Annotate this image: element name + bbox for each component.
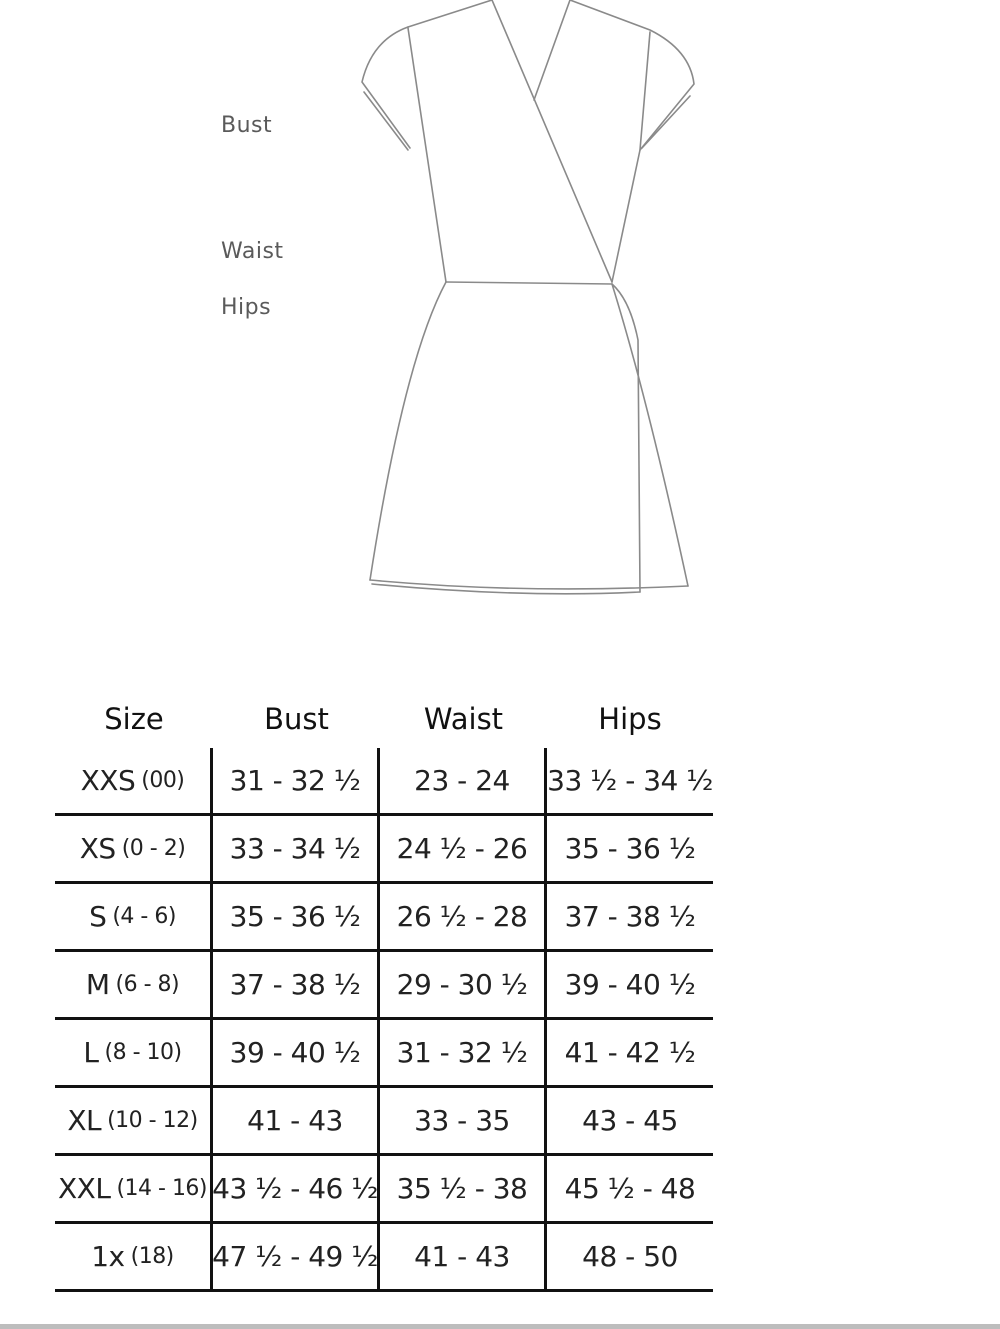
bust-cell: 43 ½ - 46 ½ <box>213 1156 380 1221</box>
size-cell <box>55 1156 213 1221</box>
hips-cell: 35 - 36 ½ <box>564 832 696 865</box>
size-code: XXS <box>80 764 136 797</box>
header-waist: Waist <box>423 702 504 736</box>
size-code: XS <box>79 832 116 865</box>
header-hips: Hips <box>598 702 662 736</box>
bust-cell: 47 ½ - 49 ½ <box>213 1224 380 1289</box>
table-header <box>55 690 713 748</box>
size-cell <box>55 952 213 1017</box>
hips-cell: 37 - 38 ½ <box>564 900 696 933</box>
size-number: (6 - 8) <box>115 972 180 997</box>
size-code: S <box>89 900 107 933</box>
size-code: XL <box>67 1104 102 1137</box>
hips-cell: 41 - 42 ½ <box>564 1036 696 1069</box>
waist-cell: 26 ½ - 28 <box>380 884 547 949</box>
hips-label: Hips <box>221 295 272 320</box>
waist-cell: 31 - 32 ½ <box>380 1020 547 1085</box>
size-chart-table <box>55 690 713 1292</box>
waist-label: Waist <box>221 239 284 264</box>
bust-cell: 31 - 32 ½ <box>213 748 380 813</box>
table-row <box>55 1156 713 1224</box>
bust-cell: 39 - 40 ½ <box>213 1020 380 1085</box>
bust-cell: 41 - 43 <box>213 1088 380 1153</box>
bust-cell: 33 - 34 ½ <box>213 816 380 881</box>
wrap-dress-illustration <box>0 0 1000 640</box>
hips-cell: 43 - 45 <box>582 1104 678 1137</box>
table-row <box>55 748 713 816</box>
size-number: (00) <box>141 768 185 793</box>
size-cell <box>55 1020 213 1085</box>
size-number: (0 - 2) <box>121 836 186 861</box>
header-bust: Bust <box>264 702 329 736</box>
table-row <box>55 1224 713 1289</box>
table-body <box>55 748 713 1292</box>
hips-cell: 45 ½ - 48 <box>564 1172 696 1205</box>
size-number: (18) <box>130 1244 174 1269</box>
table-row <box>55 884 713 952</box>
size-code: M <box>85 968 110 1001</box>
size-number: (14 - 16) <box>116 1176 208 1201</box>
size-code: XXL <box>57 1172 111 1205</box>
table-row <box>55 952 713 1020</box>
size-number: (4 - 6) <box>112 904 176 929</box>
size-cell <box>55 748 213 813</box>
size-number: (10 - 12) <box>107 1108 198 1133</box>
bust-cell: 35 - 36 ½ <box>213 884 380 949</box>
size-number: (8 - 10) <box>104 1040 182 1065</box>
table-row <box>55 1088 713 1156</box>
waist-cell: 29 - 30 ½ <box>380 952 547 1017</box>
size-cell <box>55 1224 213 1289</box>
bust-label: Bust <box>221 113 273 138</box>
waist-cell: 41 - 43 <box>380 1224 547 1289</box>
hips-cell: 48 - 50 <box>582 1240 678 1273</box>
bust-cell: 37 - 38 ½ <box>213 952 380 1017</box>
size-cell <box>55 884 213 949</box>
waist-cell: 23 - 24 <box>380 748 547 813</box>
size-cell <box>55 816 213 881</box>
table-row <box>55 1020 713 1088</box>
waist-cell: 24 ½ - 26 <box>380 816 547 881</box>
table-row <box>55 816 713 884</box>
size-code: 1x <box>91 1240 125 1273</box>
waist-cell: 35 ½ - 38 <box>380 1156 547 1221</box>
size-cell <box>55 1088 213 1153</box>
hips-cell: 39 - 40 ½ <box>564 968 696 1001</box>
size-code: L <box>83 1036 99 1069</box>
hips-cell: 33 ½ - 34 ½ <box>547 764 713 797</box>
bottom-divider <box>0 1324 1000 1329</box>
header-size: Size <box>104 702 164 736</box>
waist-cell: 33 - 35 <box>380 1088 547 1153</box>
